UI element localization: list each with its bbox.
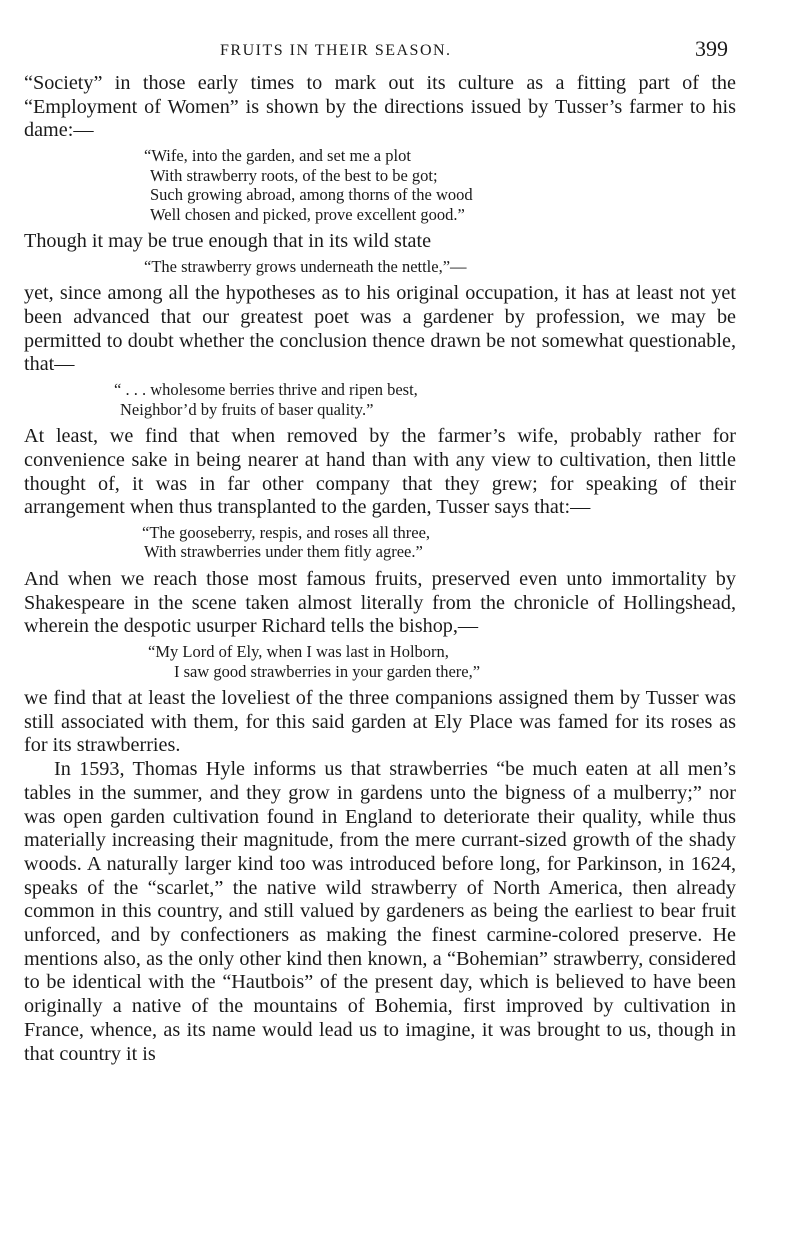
verse-quote-1 bbox=[24, 146, 736, 224]
paragraph-5: And when we reach those most famous fruits, preserved even unto immortality by Shakespeare in the scene taken almost literally from the chronicle of Hollingshead, wherein the despotic usurper Richard tells the bishop,— bbox=[24, 567, 736, 638]
verse-quote-5 bbox=[24, 642, 736, 681]
paragraph-7: In 1593, Thomas Hyle informs us that strawberries “be much eaten at all men’s tables in the summer, and they grow in gardens unto the bigness of a mulberry;” nor was open garden cultivation found in England to deteriorate their quality, while thus materially increasing their magnitude, from the mere currant-sized growth of the shady woods. A naturally larger kind too was introduced before long, for Parkinson, in 1624, speaks of the “scarlet,” the native wild strawberry of North America, then already common in this country, and still valued by gardeners as being the earliest to bear fruit unforced, and by confectioners as making the finest carmine-colored preserve. He mentions also, as the only other kind then known, a “Bohemian” strawberry, considered to be identical with the “Hautbois” of the present day, which is believed to have been originally a native of the mountains of Bohemia, first improved by cultivation in France, whence, as its name would lead us to imagine, it was brought to us, though in that country it is bbox=[24, 758, 736, 1065]
verse-quote-2 bbox=[24, 257, 736, 277]
body-text bbox=[24, 72, 736, 1066]
verse-line: “The strawberry grows underneath the nettle,”— bbox=[144, 256, 467, 276]
page-header bbox=[24, 32, 736, 72]
verse-line: With strawberries under them fitly agree.” bbox=[144, 542, 423, 562]
verse-line: “ . . . wholesome berries thrive and ripen best, bbox=[114, 380, 418, 400]
verse-line: Such growing abroad, among thorns of the wood bbox=[150, 185, 473, 205]
page-number: 399 bbox=[695, 36, 728, 61]
verse-line: “The gooseberry, respis, and roses all three, bbox=[142, 522, 431, 542]
book-page bbox=[24, 32, 736, 1066]
verse-line: “My Lord of Ely, when I was last in Holborn, bbox=[148, 642, 449, 662]
verse-line: With strawberry roots, of the best to be got; bbox=[150, 165, 438, 185]
verse-quote-3 bbox=[24, 380, 736, 419]
running-title: FRUITS IN THEIR SEASON. bbox=[220, 42, 452, 59]
verse-line: Neighbor’d by fruits of baser quality.” bbox=[120, 399, 374, 419]
paragraph-4: At least, we find that when removed by the farmer’s wife, probably rather for convenience sake in being nearer at hand than with any view to cultivation, then little thought of, it was in far other company that they grew; for speaking of their arrangement when thus transplanted to the garden, Tusser says that:— bbox=[24, 425, 736, 519]
paragraph-6: we find that at least the loveliest of the three companions assigned them by Tusser was still associated with them, for this said garden at Ely Place was famed for its roses as for its strawberries. bbox=[24, 687, 736, 757]
paragraph-3: yet, since among all the hypotheses as to his original occupation, it has at least not yet been advanced that our greatest poet was a gardener by profession, we may be permitted to doubt whether the conclusion thence drawn be not somewhat questionable, that— bbox=[24, 282, 736, 376]
verse-line: “Wife, into the garden, and set me a plot bbox=[144, 146, 411, 166]
paragraph-1: “Society” in those early times to mark out its culture as a fitting part of the “Employment of Women” is shown by the directions issued by Tusser’s farmer to his dame:— bbox=[24, 72, 736, 142]
verse-line: Well chosen and picked, prove excellent good.” bbox=[150, 204, 465, 224]
paragraph-2: Though it may be true enough that in its wild state bbox=[24, 230, 432, 253]
verse-quote-4 bbox=[24, 523, 736, 562]
verse-line: I saw good strawberries in your garden there,” bbox=[174, 661, 481, 681]
